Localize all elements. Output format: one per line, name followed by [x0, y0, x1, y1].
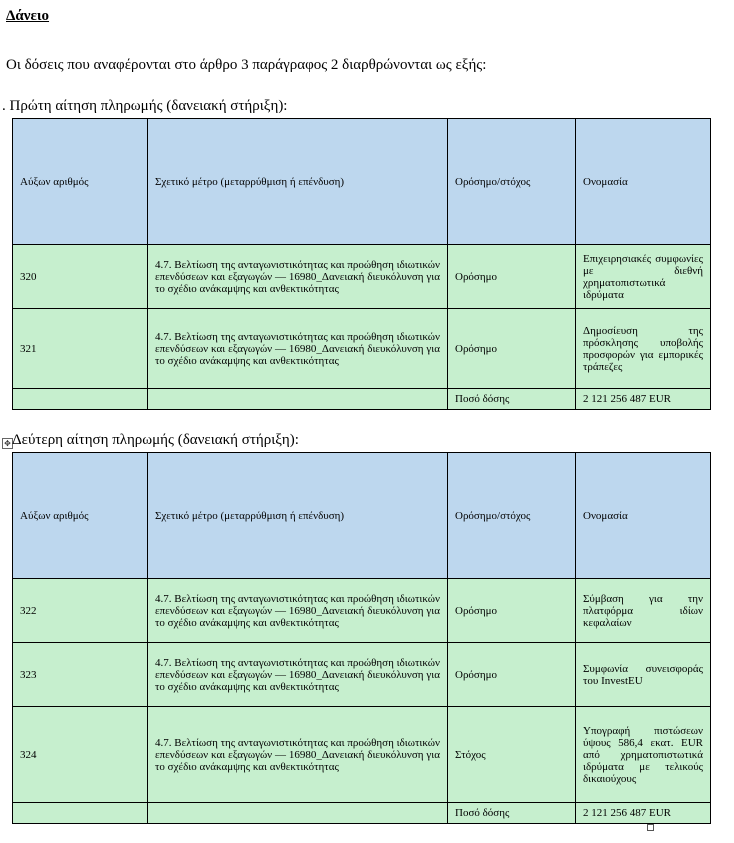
table-row: [13, 309, 711, 389]
move-handle-icon[interactable]: ✥: [2, 438, 13, 449]
row-type: Ορόσημο: [448, 643, 576, 707]
row-measure: 4.7. Βελτίωση της ανταγωνιστικότητας και προώθηση ιδιωτικών επενδύσεων και εξαγωγών — 16980_Δανειακή διευκόλυνση για το σχέδιο ανάκαμψης και ανθεκτικότητας: [148, 245, 448, 309]
table-row: [13, 579, 711, 643]
header-measure: Σχετικό μέτρο (μεταρρύθμιση ή επένδυση): [148, 453, 448, 579]
header-milestone-target: Ορόσημο/στόχος: [448, 119, 576, 245]
row-name: Συμφωνία συνεισφοράς του InvestEU: [576, 643, 711, 707]
row-measure: 4.7. Βελτίωση της ανταγωνιστικότητας και προώθηση ιδιωτικών επενδύσεων και εξαγωγών — 16980_Δανειακή διευκόλυνση για το σχέδιο ανάκαμψης και ανθεκτικότητας: [148, 643, 448, 707]
table-row: [13, 643, 711, 707]
table-header-row: [13, 119, 711, 245]
row-type: Ορόσημο: [448, 245, 576, 309]
installment-table-2: [12, 452, 711, 824]
row-type: Ορόσημο: [448, 579, 576, 643]
row-measure: 4.7. Βελτίωση της ανταγωνιστικότητας και προώθηση ιδιωτικών επενδύσεων και εξαγωγών — 16980_Δανειακή διευκόλυνση για το σχέδιο ανάκαμψης και ανθεκτικότητας: [148, 579, 448, 643]
empty-cell: [148, 803, 448, 824]
row-number: 324: [13, 707, 148, 803]
table-row: [13, 245, 711, 309]
header-name: Ονομασία: [576, 119, 711, 245]
row-name: Σύμβαση για την πλατφόρμα ιδίων κεφαλαίων: [576, 579, 711, 643]
total-label: Ποσό δόσης: [448, 803, 576, 824]
header-number: Αύξων αριθμός: [13, 453, 148, 579]
header-number: Αύξων αριθμός: [13, 119, 148, 245]
total-value: 2 121 256 487 EUR: [576, 389, 711, 410]
row-name: Υπογραφή πιστώσεων ύψους 586,4 εκατ. EUR από χρηματοπιστωτικά ιδρύματα με τελικούς δικαιούχους: [576, 707, 711, 803]
header-measure: Σχετικό μέτρο (μεταρρύθμιση ή επένδυση): [148, 119, 448, 245]
table-resize-handle[interactable]: [647, 824, 654, 831]
row-type: Ορόσημο: [448, 309, 576, 389]
row-number: 322: [13, 579, 148, 643]
row-name: Δημοσίευση της πρόσκλησης υποβολής προσφορών για εμπορικές τράπεζες: [576, 309, 711, 389]
intro-paragraph: Οι δόσεις που αναφέρονται στο άρθρο 3 παράγραφος 2 διαρθρώνονται ως εξής:: [6, 57, 487, 73]
header-milestone-target: Ορόσημο/στόχος: [448, 453, 576, 579]
empty-cell: [13, 389, 148, 410]
row-measure: 4.7. Βελτίωση της ανταγωνιστικότητας και προώθηση ιδιωτικών επενδύσεων και εξαγωγών — 16980_Δανειακή διευκόλυνση για το σχέδιο ανάκαμψης και ανθεκτικότητας: [148, 309, 448, 389]
row-measure: 4.7. Βελτίωση της ανταγωνιστικότητας και προώθηση ιδιωτικών επενδύσεων και εξαγωγών — 16980_Δανειακή διευκόλυνση για το σχέδιο ανάκαμψης και ανθεκτικότητας: [148, 707, 448, 803]
row-number: 321: [13, 309, 148, 389]
section2-heading: Δεύτερη αίτηση πληρωμής (δανειακή στήριξη):: [12, 432, 299, 448]
total-value: 2 121 256 487 EUR: [576, 803, 711, 824]
total-label: Ποσό δόσης: [448, 389, 576, 410]
total-row: [13, 803, 711, 824]
table-row: [13, 707, 711, 803]
total-row: [13, 389, 711, 410]
table-header-row: [13, 453, 711, 579]
empty-cell: [148, 389, 448, 410]
row-number: 320: [13, 245, 148, 309]
document-title: Δάνειο: [6, 8, 50, 24]
row-name: Επιχειρησιακές συμφωνίες με διεθνή χρηματοπιστωτικά ιδρύματα: [576, 245, 711, 309]
section1-heading: . Πρώτη αίτηση πληρωμής (δανειακή στήριξη):: [2, 98, 288, 114]
row-number: 323: [13, 643, 148, 707]
header-name: Ονομασία: [576, 453, 711, 579]
empty-cell: [13, 803, 148, 824]
row-type: Στόχος: [448, 707, 576, 803]
installment-table-1: [12, 118, 711, 410]
